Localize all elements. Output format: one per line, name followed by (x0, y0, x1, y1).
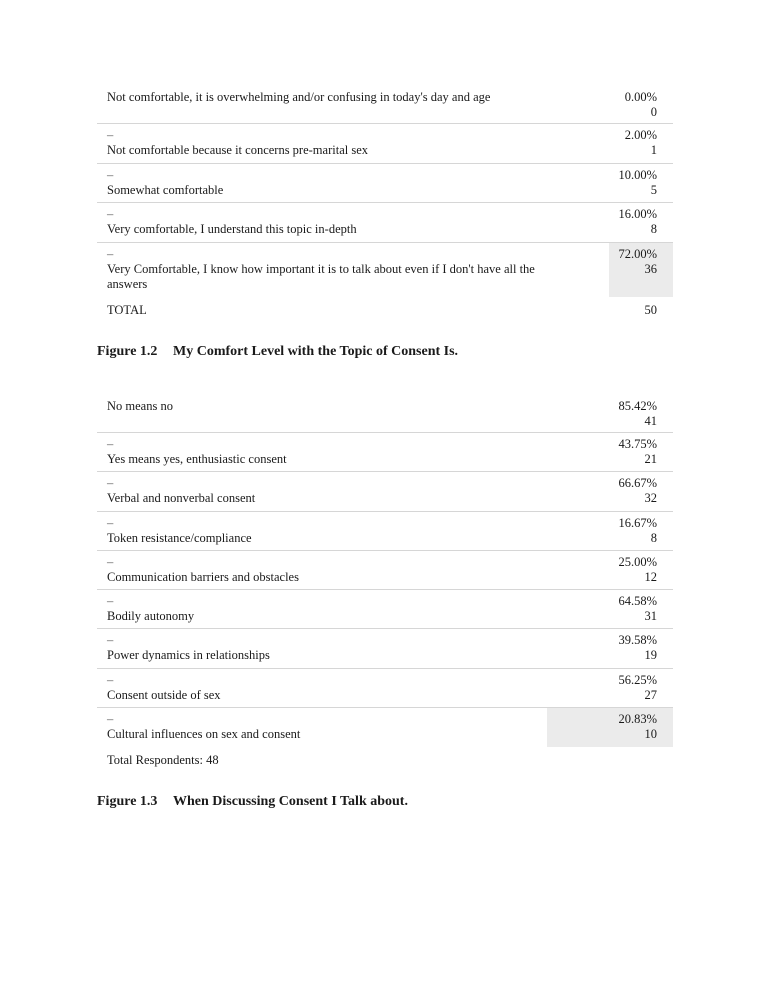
row-value (609, 551, 673, 589)
figure-caption (97, 344, 458, 360)
row-percent: 72.00% (618, 247, 657, 261)
row-value (609, 124, 673, 163)
row-percent: 16.67% (618, 516, 657, 530)
row-label-block (107, 633, 567, 663)
table-row (97, 124, 673, 164)
row-count: 36 (644, 262, 657, 276)
row-value-highlight (547, 708, 673, 747)
row-value (609, 203, 673, 242)
row-dash: – (107, 476, 114, 490)
row-percent: 39.58% (618, 633, 657, 647)
row-percent: 66.67% (618, 476, 657, 490)
row-label: Communication barriers and obstacles (107, 570, 299, 584)
row-label: Power dynamics in relationships (107, 648, 270, 662)
row-value (609, 433, 673, 471)
row-count: 10 (644, 727, 657, 741)
figure-number: Figure 1.3 (97, 794, 158, 809)
table-row (97, 84, 673, 124)
table-row (97, 243, 673, 297)
row-count: 41 (644, 414, 657, 428)
row-value (609, 472, 673, 511)
row-count: 27 (644, 688, 657, 702)
row-percent: 2.00% (624, 128, 657, 142)
row-label: Very Comfortable, I know how important it is to talk about even if I don't have all the answers (107, 262, 535, 291)
table-row (97, 433, 673, 472)
row-value (609, 393, 673, 432)
total-row (97, 297, 673, 327)
row-label-block (107, 437, 567, 467)
row-label-block (107, 476, 567, 506)
row-label-block (107, 673, 567, 703)
table-row (97, 551, 673, 590)
row-count: 8 (650, 222, 657, 236)
row-label: Consent outside of sex (107, 688, 221, 702)
row-label: No means no (107, 399, 173, 413)
row-label: Not comfortable, it is overwhelming and/or confusing in today's day and age (107, 90, 491, 104)
row-percent: 10.00% (618, 168, 657, 182)
row-value (609, 84, 673, 123)
row-percent: 43.75% (618, 437, 657, 451)
row-label: Very comfortable, I understand this topic in-depth (107, 222, 357, 236)
row-count: 1 (650, 143, 657, 157)
row-count: 21 (644, 452, 657, 466)
row-value (609, 512, 673, 550)
total-label: TOTAL (107, 303, 147, 317)
row-dash: – (107, 673, 114, 687)
row-percent: 20.83% (618, 712, 657, 726)
table-row (97, 203, 673, 243)
row-count: 8 (650, 531, 657, 545)
row-dash: – (107, 128, 114, 142)
figure-title: My Comfort Level with the Topic of Consent Is. (173, 344, 459, 359)
row-label: Verbal and nonverbal consent (107, 491, 256, 505)
row-label: Token resistance/compliance (107, 531, 252, 545)
table-row (97, 629, 673, 669)
figure-title: When Discussing Consent I Talk about. (173, 794, 408, 809)
row-count: 0 (650, 105, 657, 119)
row-dash: – (107, 712, 114, 726)
row-label-block (107, 207, 567, 237)
figure-number: Figure 1.2 (97, 344, 158, 359)
row-label-block (107, 712, 567, 742)
row-dash: – (107, 594, 114, 608)
row-dash: – (107, 437, 114, 451)
table-row (97, 708, 673, 747)
row-value (609, 669, 673, 707)
row-percent: 16.00% (618, 207, 657, 221)
row-label: Not comfortable because it concerns pre-marital sex (107, 143, 368, 157)
row-percent: 64.58% (618, 594, 657, 608)
row-percent: 0.00% (624, 90, 657, 104)
row-dash: – (107, 247, 114, 261)
row-count: 31 (644, 609, 657, 623)
row-label: Cultural influences on sex and consent (107, 727, 301, 741)
table-row (97, 164, 673, 203)
row-count: 19 (644, 648, 657, 662)
total-row (97, 747, 673, 773)
row-percent: 25.00% (618, 555, 657, 569)
row-dash: – (107, 555, 114, 569)
row-label-block (107, 128, 567, 158)
table-row (97, 512, 673, 551)
row-label: Bodily autonomy (107, 609, 195, 623)
total-label: Total Respondents: 48 (107, 753, 219, 767)
row-count: 32 (644, 491, 657, 505)
row-label-block (107, 594, 567, 624)
table-row (97, 669, 673, 708)
row-percent: 85.42% (618, 399, 657, 413)
row-count: 12 (644, 570, 657, 584)
row-dash: – (107, 168, 114, 182)
row-value (609, 164, 673, 202)
row-dash: – (107, 516, 114, 530)
row-value-highlight (609, 243, 673, 297)
row-label: Yes means yes, enthusiastic consent (107, 452, 287, 466)
row-label-block (107, 555, 567, 585)
comfort-level-table (97, 84, 673, 327)
row-value (609, 590, 673, 628)
row-dash: – (107, 633, 114, 647)
row-count: 5 (650, 183, 657, 197)
row-dash: – (107, 207, 114, 221)
row-label-block (107, 247, 567, 292)
row-percent: 56.25% (618, 673, 657, 687)
row-label: Somewhat comfortable (107, 183, 224, 197)
row-label-block (107, 516, 567, 546)
table-row (97, 393, 673, 433)
row-label-block (107, 168, 567, 198)
row-value (609, 629, 673, 668)
figure-caption (97, 794, 408, 810)
table-row (97, 590, 673, 629)
total-value: 50 (644, 303, 657, 317)
consent-topics-table (97, 393, 673, 773)
table-row (97, 472, 673, 512)
